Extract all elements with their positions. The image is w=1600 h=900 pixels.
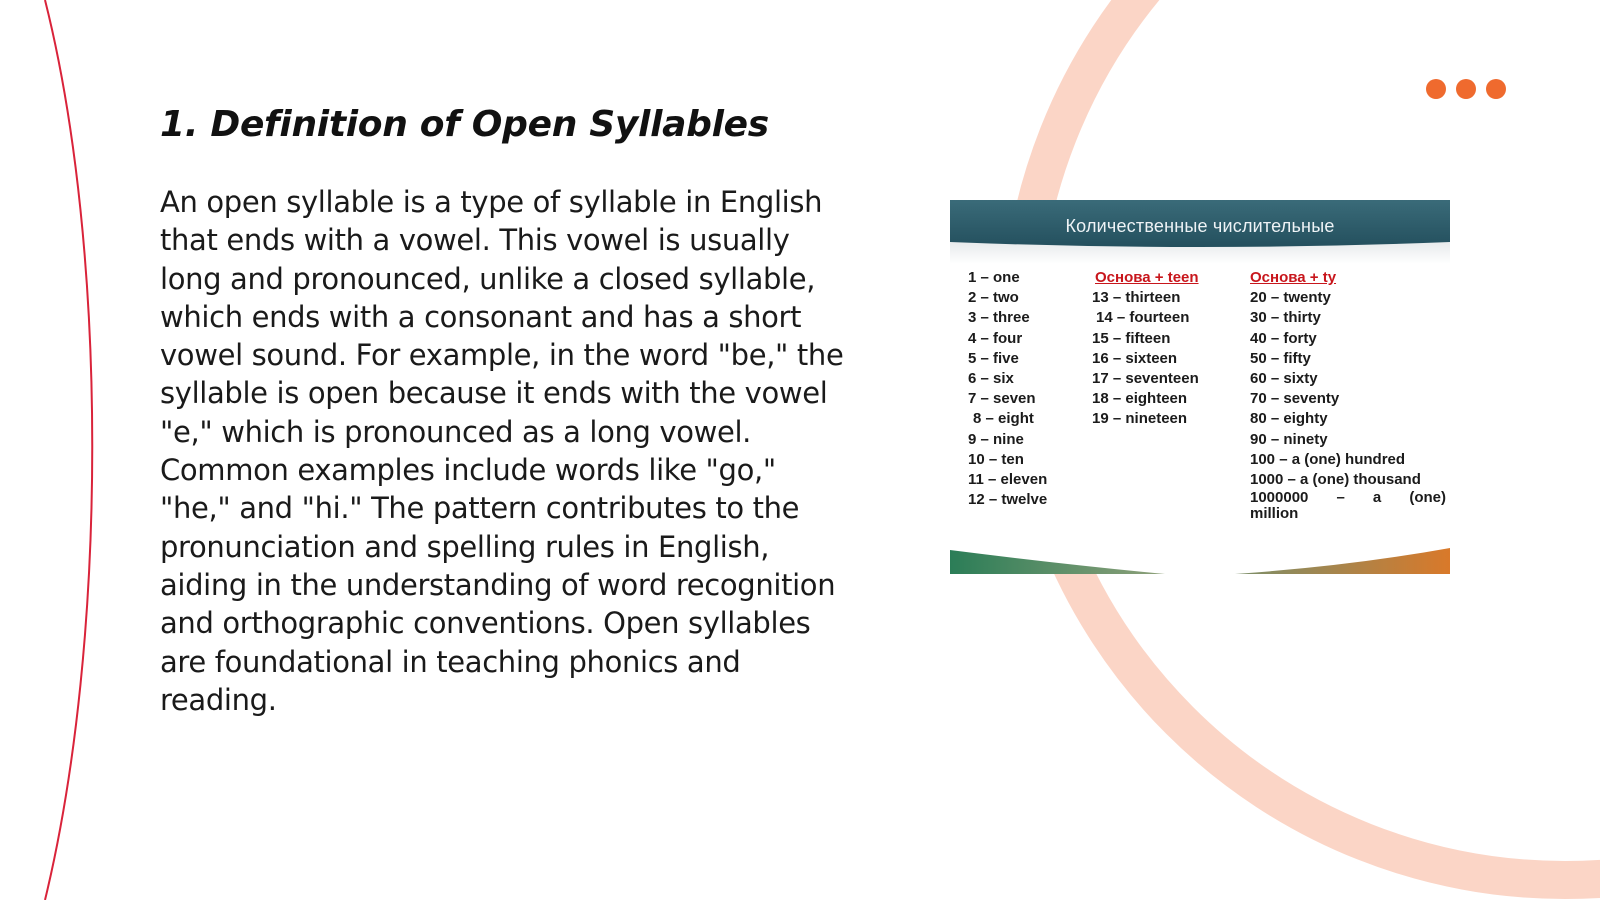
numerals-image-card xyxy=(950,200,1450,574)
dot-icon xyxy=(1456,79,1476,99)
numeral-line: 1 – one xyxy=(968,269,1020,286)
numeral-line: 14 – fourteen xyxy=(1096,309,1190,327)
million-part: (one) xyxy=(1409,489,1446,507)
column-teens xyxy=(1092,268,1199,430)
numeral-line: 16 – sixteen xyxy=(1092,349,1178,367)
numeral-line: 70 – seventy xyxy=(1250,390,1340,408)
million-part: – xyxy=(1336,489,1345,507)
column-tens xyxy=(1250,268,1446,522)
pagination-dots xyxy=(1426,79,1506,99)
numeral-line: 8 – eight xyxy=(973,410,1034,428)
numeral-line: 10 – ten xyxy=(968,450,1024,468)
numeral-line: 3 – three xyxy=(968,309,1030,327)
numeral-line: 50 – fifty xyxy=(1250,349,1311,367)
numeral-line: 18 – eighteen xyxy=(1092,390,1188,408)
slide-body-text: An open syllable is a type of syllable in English that ends with a vowel. This vowel is usually long and pronounced, unlike a closed syllable, which ends with a consonant and has a short vowel sound. For example, in the word "be," the syllable is open because it ends with the vowel "e," which is pronounced as a long vowel. Common examples include words like "go," "he," and "hi." The pattern contributes to the pronunciation and spelling rules in English, aiding in the understanding of word recognition and orthographic conventions. Open syllables are foundational in teaching phonics and reading. xyxy=(160,185,844,717)
column-header: Основа + teen xyxy=(1095,269,1199,286)
numeral-line: 19 – nineteen xyxy=(1092,410,1188,428)
numeral-line: 60 – sixty xyxy=(1250,370,1318,388)
numeral-line: 2 – two xyxy=(968,289,1019,307)
slide-title: 1. Definition of Open Syllables xyxy=(160,104,769,145)
million-part: a xyxy=(1372,489,1382,507)
million-part: 1000000 xyxy=(1250,489,1309,507)
numeral-line: 80 – eighty xyxy=(1250,410,1328,428)
dot-icon xyxy=(1486,79,1506,99)
numeral-line: 6 – six xyxy=(968,370,1014,388)
million-tail: million xyxy=(1250,505,1299,523)
numeral-line: 11 – eleven xyxy=(968,471,1048,489)
column-units xyxy=(968,268,1047,510)
numeral-line: 5 – five xyxy=(968,349,1019,367)
left-red-curve xyxy=(45,0,92,900)
dot-icon xyxy=(1426,79,1446,99)
numeral-line: 7 – seven xyxy=(968,390,1036,408)
numeral-line: 100 – a (one) hundred xyxy=(1250,450,1406,468)
numeral-line: 15 – fifteen xyxy=(1092,329,1171,347)
numeral-line: 90 – ninety xyxy=(1250,430,1328,448)
numeral-line: 4 – four xyxy=(968,329,1023,347)
card-title: Количественные числительные xyxy=(1065,216,1335,236)
numeral-line: 40 – forty xyxy=(1250,329,1317,347)
numeral-line: 13 – thirteen xyxy=(1092,289,1181,307)
numeral-line: 9 – nine xyxy=(968,430,1024,448)
column-header: Основа + ty xyxy=(1250,269,1337,286)
numeral-line: 1000 – a (one) thousand xyxy=(1250,471,1421,489)
numeral-line-million xyxy=(1250,490,1446,522)
million-row xyxy=(1250,490,1446,506)
numeral-line: 12 – twelve xyxy=(968,491,1048,509)
numeral-line: 20 – twenty xyxy=(1250,289,1331,307)
card-footer-band xyxy=(950,540,1450,574)
numeral-line: 30 – thirty xyxy=(1250,309,1321,327)
numeral-line: 17 – seventeen xyxy=(1092,370,1199,388)
